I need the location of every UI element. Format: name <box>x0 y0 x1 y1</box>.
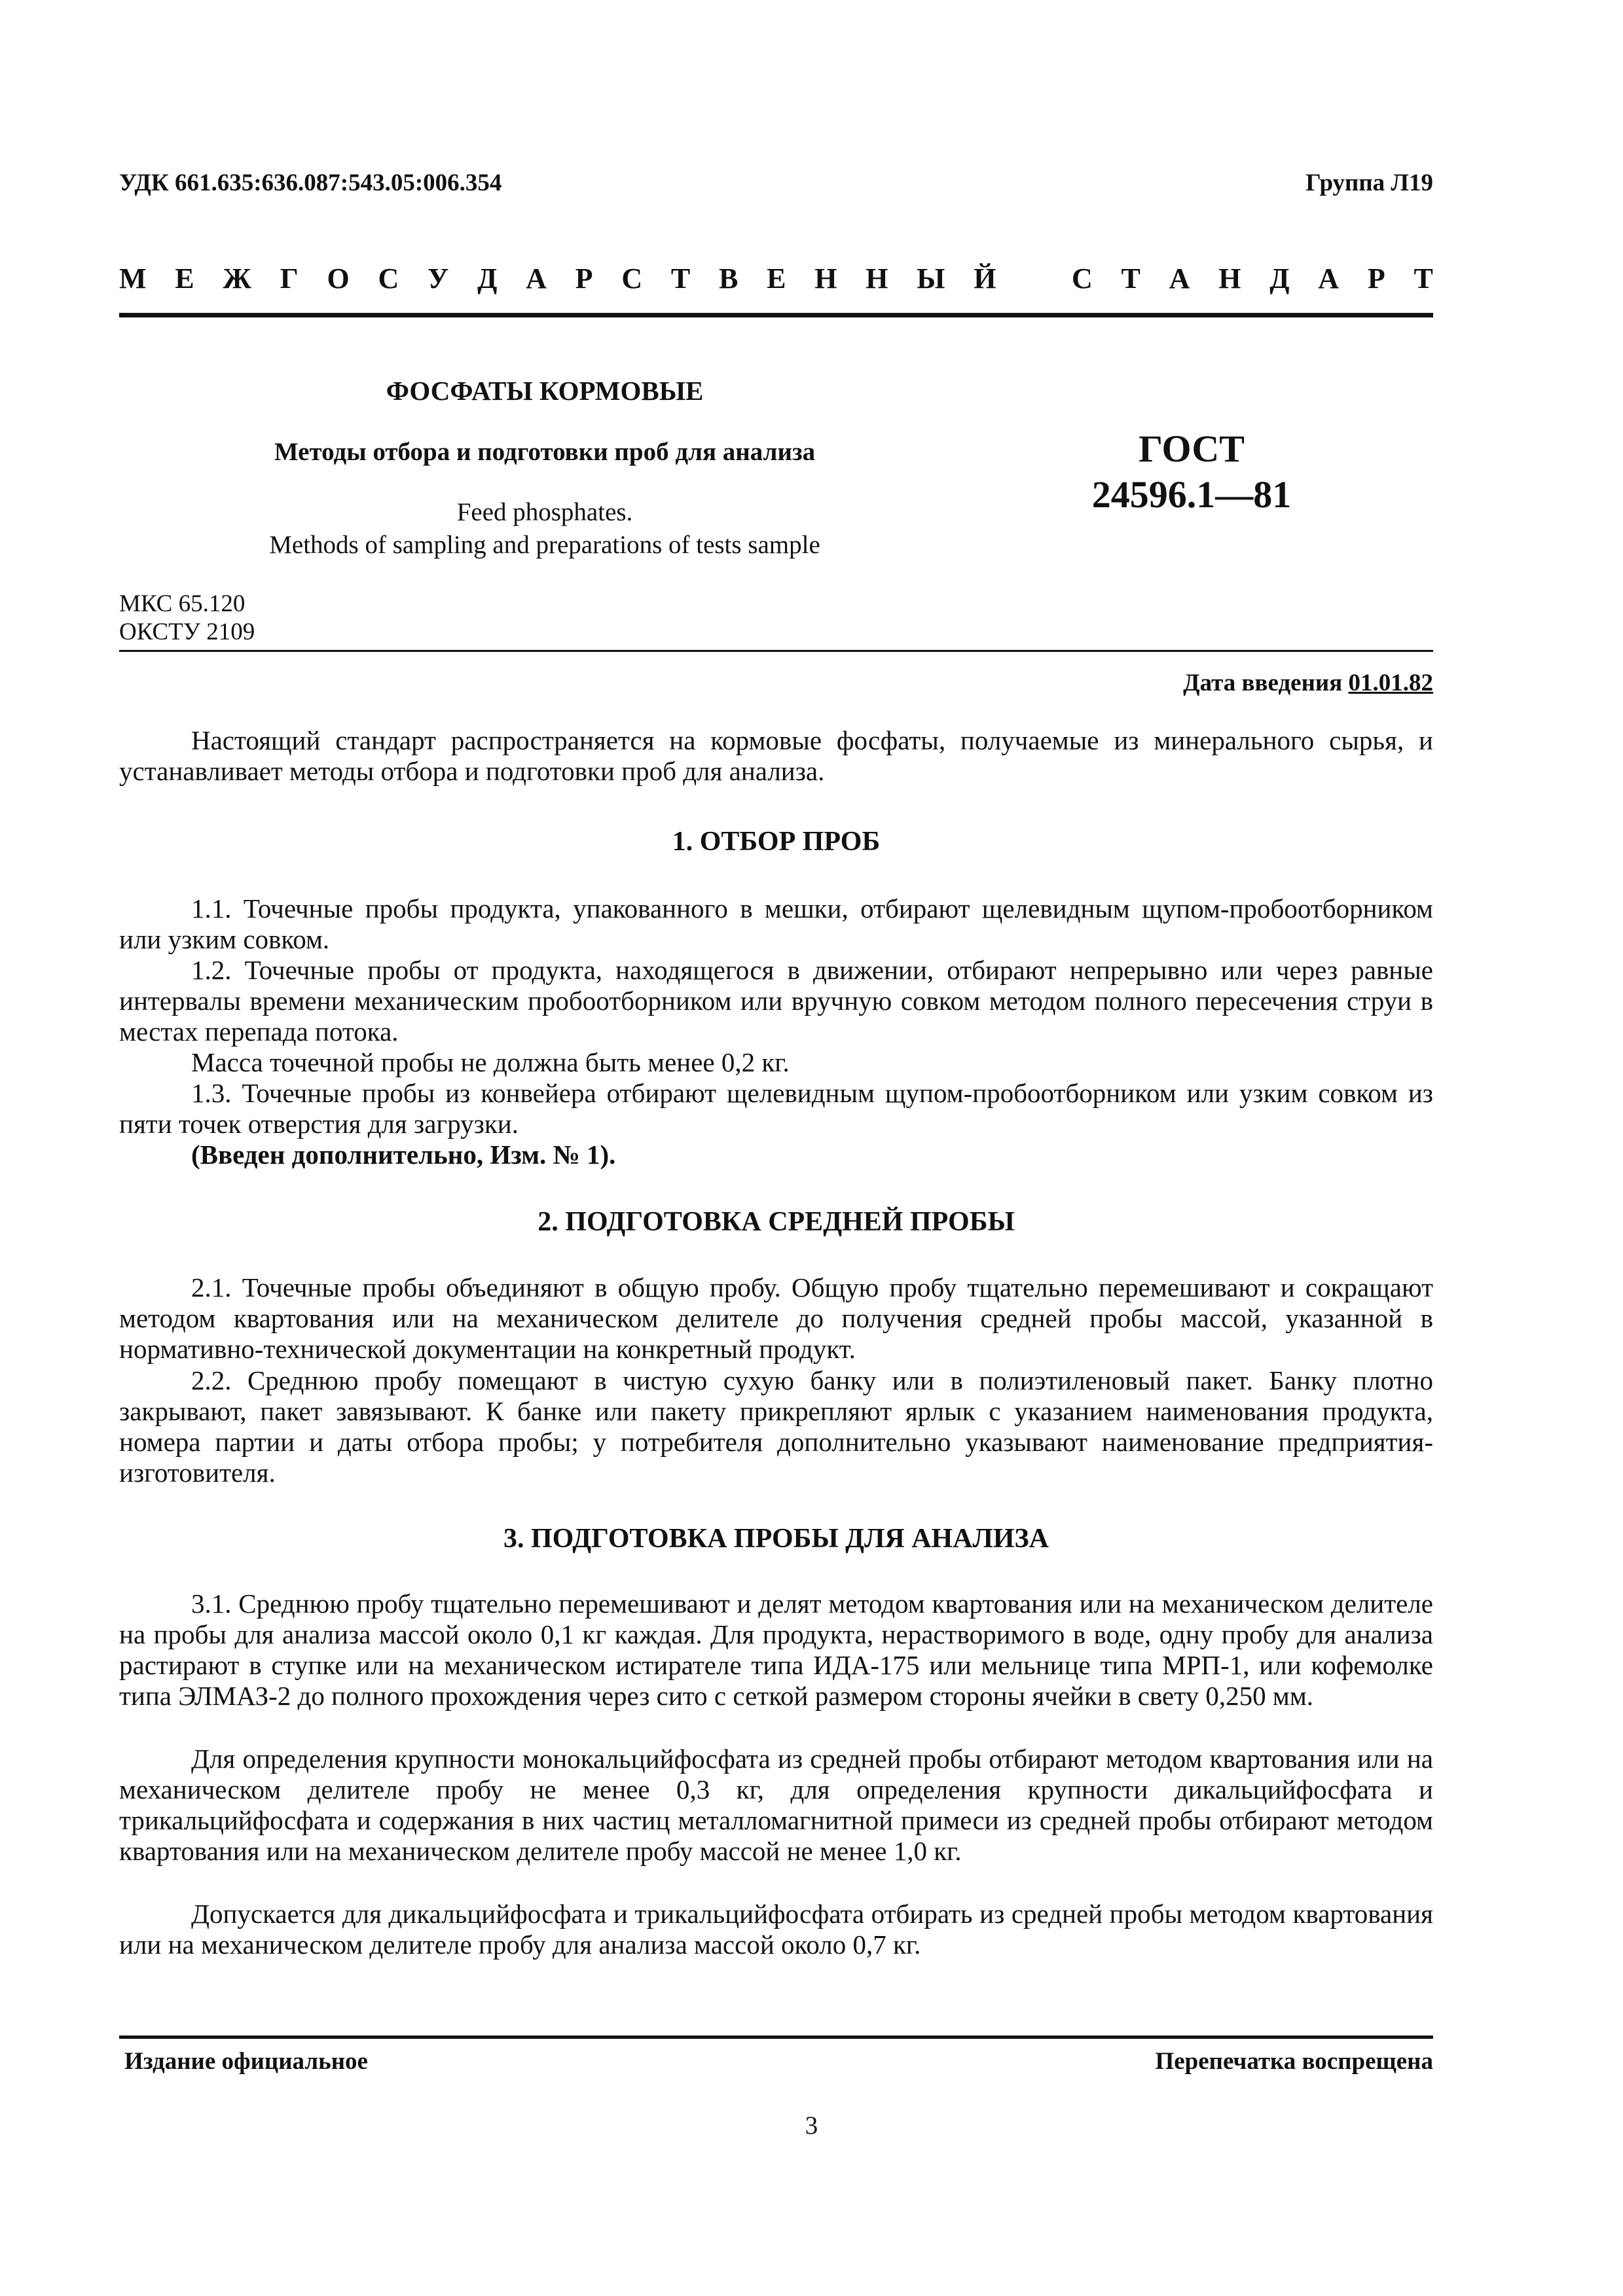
section-1-title: 1. ОТБОР ПРОБ <box>672 827 881 857</box>
interstate-letter: Е <box>767 262 786 295</box>
interstate-letter: О <box>327 262 350 295</box>
interstate-letter: Е <box>175 262 194 295</box>
section-2-title: 2. ПОДГОТОВКА СРЕДНЕЙ ПРОБЫ <box>538 1207 1015 1237</box>
paragraph-1-2-mass: Масса точечной пробы не должна быть менее 0,2 кг. <box>191 1047 790 1077</box>
interstate-letter: Ж <box>223 262 251 295</box>
interstate-letter: А <box>1318 262 1340 295</box>
interstate-letter: В <box>719 262 739 295</box>
footer-rule <box>119 2036 1433 2039</box>
paragraph-1-3: 1.3. Точечные пробы из конвейера отбирают щелевидным щупом-пробоотборником или узким совком из пяти точек отверстия для загрузки. <box>119 1078 1433 1139</box>
interstate-letter: С <box>621 262 643 295</box>
interstate-standard-heading <box>119 262 1433 295</box>
methods-title-en-line1: Feed phosphates. <box>456 498 633 526</box>
interstate-letter: Н <box>814 262 837 295</box>
interstate-letter: Т <box>670 262 691 295</box>
reprint-prohibited-note: Перепечатка воспрещена <box>1155 2048 1433 2075</box>
interstate-letter: У <box>428 262 449 295</box>
official-edition-note: Издание официальное <box>124 2048 368 2075</box>
paragraph-2-1: 2.1. Точечные пробы объединяют в общую пробу. Общую пробу тщательно перемешивают и сокращают методом квартования или на механическом делителе до получения средней пробы массой, указанной в нормативно-технической документации на конкретный продукт. <box>119 1272 1433 1364</box>
interstate-letter: Р <box>1367 262 1385 295</box>
introduction-date-label: Дата введения <box>1183 670 1343 696</box>
methods-title-ru: Методы отбора и подготовки проб для анализа <box>274 438 816 466</box>
amendment-note: (Введен дополнительно, Изм. № 1). <box>191 1139 616 1170</box>
interstate-letter: Д <box>477 262 498 295</box>
mks-code: МКС 65.120 <box>119 590 246 617</box>
interstate-letter: Р <box>575 262 593 295</box>
paragraph-1-1: 1.1. Точечные пробы продукта, упакованного в мешки, отбирают щелевидным щупом-пробоотборником или узким совком. <box>119 893 1433 954</box>
intro-paragraph: Настоящий стандарт распространяется на кормовые фосфаты, получаемые из минерального сырья, и устанавливает методы отбора и подготовки проб для анализа. <box>119 725 1433 786</box>
paragraph-1-2: 1.2. Точечные пробы от продукта, находящегося в движении, отбирают непрерывно или через равные интервалы времени механическим пробоотборником или вручную совком методом полного пересечения струи в местах перепада потока. <box>119 955 1433 1047</box>
interstate-letter: А <box>526 262 547 295</box>
interstate-letter: М <box>119 262 147 295</box>
interstate-letter: Й <box>974 262 996 295</box>
interstate-letter: А <box>1169 262 1190 295</box>
interstate-letter: С <box>378 262 399 295</box>
header-rule <box>119 313 1433 317</box>
gost-number: 24596.1—81 <box>1091 473 1292 516</box>
interstate-letter: Н <box>1218 262 1241 295</box>
interstate-letter: Т <box>1121 262 1140 295</box>
paragraph-3-3: Допускается для дикальцийфосфата и трикальцийфосфата отбирать из средней пробы методом квартования или на механическом делителе пробу для анализа массой около 0,7 кг. <box>119 1899 1433 1960</box>
okstu-code: ОКСТУ 2109 <box>119 619 255 645</box>
interstate-letter <box>1025 262 1043 295</box>
paragraph-2-2: 2.2. Среднюю пробу помещают в чистую сухую банку или в полиэтиленовый пакет. Банку плотно закрывают, пакет завязывают. К банке или пакету прикрепляют ярлык с указанием наименования продукта, номера партии и даты отбора пробы; у потребителя дополнительно указывают наименование предприятия-изготовителя. <box>119 1365 1433 1488</box>
udk-code: УДК 661.635:636.087:543.05:006.354 <box>119 170 502 196</box>
paragraph-3-2: Для определения крупности монокальцийфосфата из средней пробы отбирают методом квартования или на механическом делителе пробу не менее 0,3 кг, для определения крупности дикальцийфосфата и трикальцийфосфата и содержания в них частиц металломагнитной примеси из средней пробы отбирают методом квартования или на механическом делителе пробу массой не менее 1,0 кг. <box>119 1744 1433 1866</box>
interstate-letter: Д <box>1269 262 1290 295</box>
interstate-letter: Ы <box>917 262 945 295</box>
classification-rule <box>119 650 1433 652</box>
gost-label: ГОСТ <box>1139 427 1245 470</box>
interstate-letter: С <box>1072 262 1093 295</box>
page-number: 3 <box>805 2111 818 2140</box>
product-title: ФОСФАТЫ КОРМОВЫЕ <box>386 376 704 406</box>
interstate-letter: Т <box>1413 262 1433 295</box>
introduction-date-value: 01.01.82 <box>1348 670 1433 696</box>
methods-title-en-line2: Methods of sampling and preparations of tests sample <box>269 531 820 559</box>
section-3-title: 3. ПОДГОТОВКА ПРОБЫ ДЛЯ АНАЛИЗА <box>503 1524 1049 1554</box>
group-code: Группа Л19 <box>1305 170 1433 196</box>
introduction-date <box>1183 669 1433 697</box>
interstate-letter: Н <box>866 262 888 295</box>
paragraph-3-1: 3.1. Среднюю пробу тщательно перемешивают и делят методом квартования или на механическом делителе на пробы для анализа массой около 0,1 кг каждая. Для продукта, нерастворимого в воде, одну пробу для анализа растирают в ступке или на механическом истирателе типа ИДА-175 или мельнице типа МРП-1, или кофемолке типа ЭЛМАЗ-2 до полного прохождения через сито с сеткой размером стороны ячейки в свету 0,250 мм. <box>119 1588 1433 1711</box>
interstate-letter: Г <box>280 262 299 295</box>
